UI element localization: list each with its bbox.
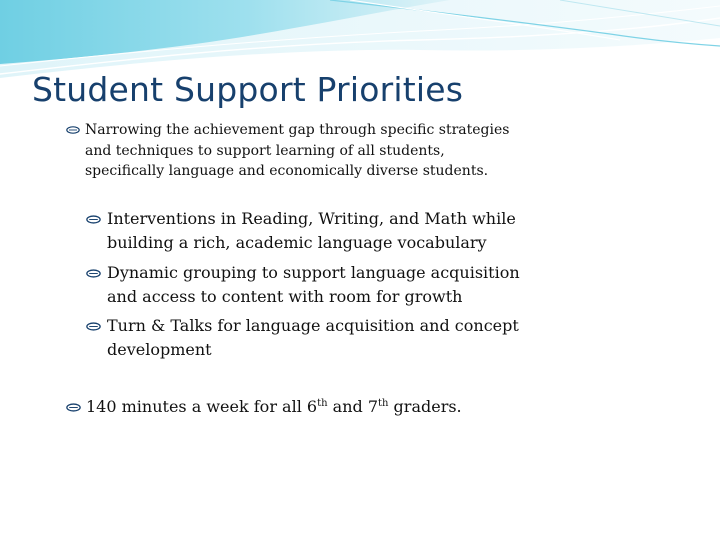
lens-bullet-icon [86, 215, 101, 224]
sub-bullet-line: and access to content with room for growth [107, 287, 463, 306]
lens-bullet-icon [86, 322, 101, 331]
bullet-line: Narrowing the achievement gap through specific strategies [85, 122, 510, 138]
sub-bullet-text [107, 207, 516, 255]
minutes-mid: and 7 [327, 397, 378, 416]
sub-bullet-line: development [107, 340, 212, 359]
sub-bullet-interventions [86, 207, 516, 255]
bullet-line: and techniques to support learning of all students, [85, 142, 445, 159]
bullet-minutes-per-week [66, 395, 462, 419]
bullet-text [85, 120, 509, 182]
minutes-text [86, 395, 462, 419]
ordinal-superscript: th [317, 398, 328, 409]
lens-bullet-icon [66, 403, 81, 412]
slide-title: Student Support Priorities [32, 70, 464, 109]
sub-bullet-line: building a rich, academic language vocabulary [107, 233, 487, 252]
bullet-line: specifically language and economically diverse students. [85, 163, 489, 179]
sub-bullet-text [107, 314, 519, 362]
lens-bullet-icon [86, 269, 101, 278]
sub-bullet-line: Turn & Talks for language acquisition and concept [107, 316, 519, 335]
minutes-suffix: graders. [388, 397, 462, 416]
lens-bullet-icon [66, 126, 80, 134]
minutes-prefix: 140 minutes a week for all 6 [86, 397, 318, 416]
sub-bullet-text [107, 261, 520, 309]
bullet-achievement-gap [66, 120, 509, 182]
sub-bullet-turn-and-talks [86, 314, 519, 362]
ordinal-superscript: th [378, 398, 389, 409]
sub-bullet-line: Dynamic grouping to support language acquisition [107, 263, 520, 282]
sub-bullet-line: Interventions in Reading, Writing, and Math while [107, 209, 516, 228]
sub-bullet-dynamic-grouping [86, 261, 520, 309]
